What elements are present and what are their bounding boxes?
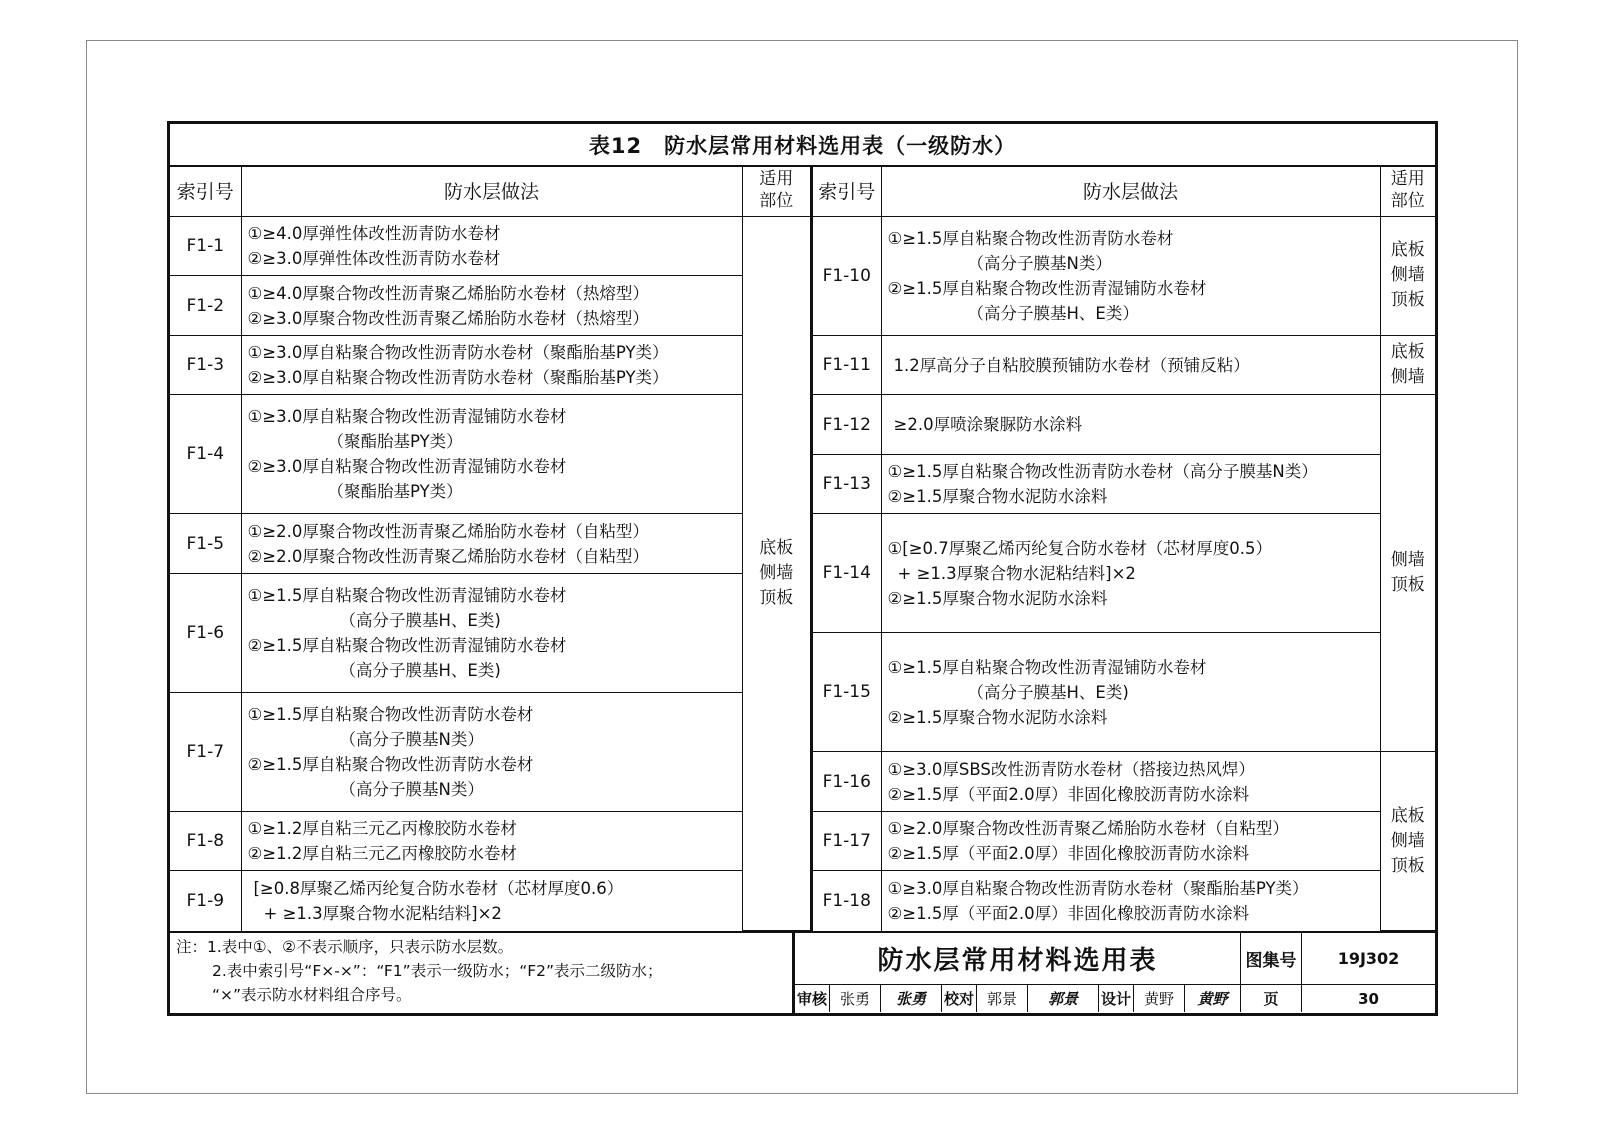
method-cell: ①≥1.5厚自粘聚合物改性沥青湿铺防水卷材 （高分子膜基H、E类) ②≥1.5厚自粘聚合物改性沥青湿铺防水卷材 （高分子膜基H、E类): [241, 573, 742, 692]
table-row: [813, 216, 1435, 335]
table-row: [813, 335, 1435, 395]
index-code: F1-15: [813, 633, 881, 752]
applicable-part-cell: 侧墙 顶板: [1380, 395, 1435, 752]
page-number: 30: [1358, 989, 1379, 1008]
header-part: 适用 部位: [1380, 165, 1435, 216]
drawing-sheet: [167, 121, 1438, 1016]
right-header-row: [813, 165, 1435, 216]
index-code: F1-6: [170, 573, 241, 692]
design-label: 设计: [1099, 985, 1134, 1012]
table-row: [813, 514, 1435, 633]
index-code: F1-1: [170, 216, 241, 276]
note-line: 注：1.表中①、②不表示顺序，只表示防水层数。: [176, 938, 514, 956]
title-block-signatures: [795, 985, 1435, 1012]
review-name: 张勇: [830, 985, 881, 1012]
index-code: F1-14: [813, 514, 881, 633]
check-label: 校对: [942, 985, 977, 1012]
right-table: [813, 165, 1435, 931]
index-code: F1-10: [813, 216, 881, 335]
index-code: F1-7: [170, 692, 241, 811]
atlas-label: 图集号: [1241, 933, 1302, 984]
title-block-top: [795, 933, 1435, 985]
applicable-part-cell: 底板 侧墙: [1380, 335, 1435, 395]
review-label: 审核: [795, 985, 830, 1012]
method-cell: ≥2.0厚喷涂聚脲防水涂料: [881, 395, 1380, 455]
table-row: [813, 871, 1435, 931]
method-cell: ①≥2.0厚聚合物改性沥青聚乙烯胎防水卷材（自粘型） ②≥1.5厚（平面2.0厚）非固化橡胶沥青防水涂料: [881, 811, 1380, 871]
page-label: 页: [1241, 985, 1302, 1012]
check-name: 郭景: [977, 985, 1028, 1012]
index-code: F1-17: [813, 811, 881, 871]
index-code: F1-4: [170, 395, 241, 514]
left-table: [170, 165, 810, 931]
title-block: [792, 931, 1435, 1013]
index-code: F1-12: [813, 395, 881, 455]
method-cell: ①≥1.5厚自粘聚合物改性沥青防水卷材 （高分子膜基N类） ②≥1.5厚自粘聚合物改性沥青防水卷材 （高分子膜基N类）: [241, 692, 742, 811]
index-code: F1-5: [170, 514, 241, 574]
check-signature: 郭景: [1028, 985, 1099, 1012]
index-code: F1-8: [170, 811, 241, 871]
index-code: F1-2: [170, 276, 241, 336]
method-cell: ①≥1.5厚自粘聚合物改性沥青防水卷材（高分子膜基N类） ②≥1.5厚聚合物水泥防水涂料: [881, 454, 1380, 514]
method-cell: [≥0.8厚聚乙烯丙纶复合防水卷材（芯材厚度0.6） + ≥1.3厚聚合物水泥粘结料]×2: [241, 871, 742, 931]
method-cell: ①≥4.0厚聚合物改性沥青聚乙烯胎防水卷材（热熔型） ②≥3.0厚聚合物改性沥青聚乙烯胎防水卷材（热熔型）: [241, 276, 742, 336]
table-row: [170, 871, 810, 931]
table-row: [813, 395, 1435, 455]
note-line: 2.表中索引号“F×-×”：“F1”表示一级防水；“F2”表示二级防水；: [212, 962, 663, 980]
method-cell: ①≥3.0厚自粘聚合物改性沥青湿铺防水卷材 （聚酯胎基PY类） ②≥3.0厚自粘聚合物改性沥青湿铺防水卷材 （聚酯胎基PY类）: [241, 395, 742, 514]
method-cell: ①≥1.2厚自粘三元乙丙橡胶防水卷材 ②≥1.2厚自粘三元乙丙橡胶防水卷材: [241, 811, 742, 871]
method-cell: ①≥3.0厚自粘聚合物改性沥青防水卷材（聚酯胎基PY类） ②≥3.0厚自粘聚合物改性沥青防水卷材（聚酯胎基PY类）: [241, 335, 742, 395]
table-row: [170, 276, 810, 336]
table-row: [813, 752, 1435, 812]
applicable-part-cell: 底板 侧墙 顶板: [1380, 752, 1435, 931]
table-row: [813, 811, 1435, 871]
drawing-name: 防水层常用材料选用表: [795, 933, 1241, 984]
header-method: 防水层做法: [881, 165, 1380, 216]
method-cell: ①≥3.0厚自粘聚合物改性沥青防水卷材（聚酯胎基PY类） ②≥1.5厚（平面2.0厚）非固化橡胶沥青防水涂料: [881, 871, 1380, 931]
right-table-section: [813, 165, 1435, 931]
index-code: F1-3: [170, 335, 241, 395]
atlas-number: 19J302: [1337, 949, 1400, 968]
table-row: [170, 216, 810, 276]
table-row: [170, 395, 810, 514]
table-title: 表12 防水层常用材料选用表（一级防水）: [170, 124, 1435, 167]
method-cell: 1.2厚高分子自粘胶膜预铺防水卷材（预铺反粘）: [881, 335, 1380, 395]
method-cell: ①≥4.0厚弹性体改性沥青防水卷材 ②≥3.0厚弹性体改性沥青防水卷材: [241, 216, 742, 276]
left-header-row: [170, 165, 810, 216]
method-cell: ①≥3.0厚SBS改性沥青防水卷材（搭接边热风焊） ②≥1.5厚（平面2.0厚）非固化橡胶沥青防水涂料: [881, 752, 1380, 812]
method-cell: ①≥1.5厚自粘聚合物改性沥青湿铺防水卷材 （高分子膜基H、E类) ②≥1.5厚聚合物水泥防水涂料: [881, 633, 1380, 752]
method-cell: ①[≥0.7厚聚乙烯丙纶复合防水卷材（芯材厚度0.5） + ≥1.3厚聚合物水泥粘结料]×2 ②≥1.5厚聚合物水泥防水涂料: [881, 514, 1380, 633]
table-row: [170, 811, 810, 871]
method-cell: ①≥1.5厚自粘聚合物改性沥青防水卷材 （高分子膜基N类） ②≥1.5厚自粘聚合物改性沥青湿铺防水卷材 （高分子膜基H、E类）: [881, 216, 1380, 335]
index-code: F1-9: [170, 871, 241, 931]
table-row: [813, 633, 1435, 752]
applicable-part-cell: 底板 侧墙 顶板: [742, 216, 810, 930]
note-line: “×”表示防水材料组合序号。: [212, 986, 412, 1004]
index-code: F1-18: [813, 871, 881, 931]
left-table-section: [170, 165, 813, 931]
table-row: [170, 335, 810, 395]
table-row: [170, 573, 810, 692]
header-part: 适用 部位: [742, 165, 810, 216]
table-row: [170, 692, 810, 811]
design-name: 黄野: [1134, 985, 1185, 1012]
table-row: [813, 454, 1435, 514]
header-method: 防水层做法: [241, 165, 742, 216]
notes-block: [170, 931, 792, 1013]
index-code: F1-11: [813, 335, 881, 395]
review-signature: 张勇: [881, 985, 942, 1012]
method-cell: ①≥2.0厚聚合物改性沥青聚乙烯胎防水卷材（自粘型） ②≥2.0厚聚合物改性沥青聚乙烯胎防水卷材（自粘型）: [241, 514, 742, 574]
header-index: 索引号: [813, 165, 881, 216]
applicable-part-cell: 底板 侧墙 顶板: [1380, 216, 1435, 335]
index-code: F1-13: [813, 454, 881, 514]
design-signature: 黄野: [1185, 985, 1241, 1012]
header-index: 索引号: [170, 165, 241, 216]
table-row: [170, 514, 810, 574]
index-code: F1-16: [813, 752, 881, 812]
